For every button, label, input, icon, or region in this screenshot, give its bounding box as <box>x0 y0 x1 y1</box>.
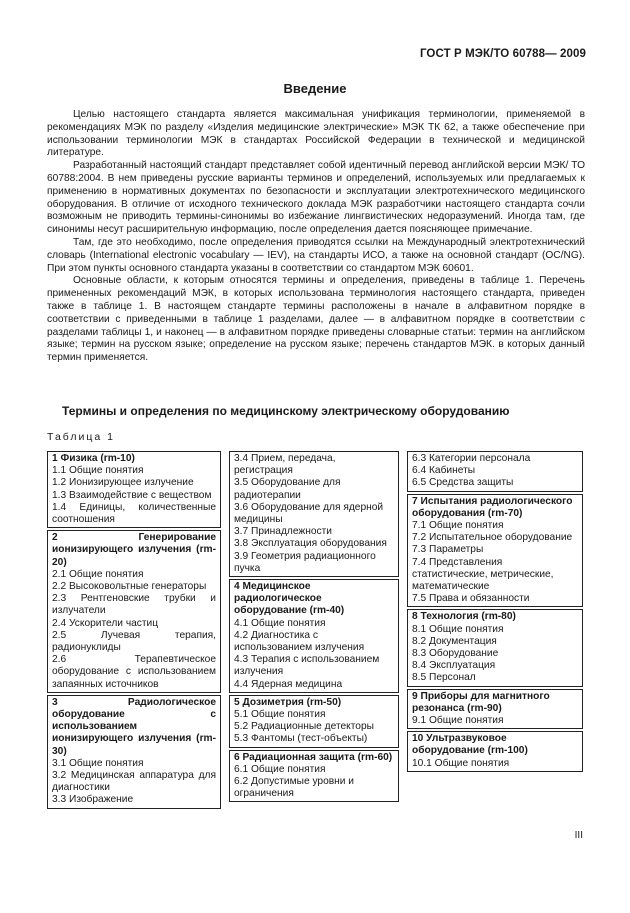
subsection-item: 5.2 Радиационные детекторы <box>234 721 374 733</box>
section-heading: 5 Дозиметрия (rm-50) <box>234 696 342 708</box>
table-cell <box>229 579 399 693</box>
subsection-item: 3.7 Принадлежности <box>234 526 332 538</box>
subsection-item: 1.3 Взаимодействие с веществом <box>52 489 212 501</box>
intro-paragraph: Основные области, к которым относятся термины и определения, приведены в таблице 1. Перечень примененных рекомендаций МЭК, в которых использована терминология настоящего стандарта, приведен также в таблице 1. В настоящем стандарте термины расположены в начале в алфавитном порядке в соответствии с приведенными в таблице 1 разделами, далее — в алфавитном порядке в соответствии с разделами таблицы 1, и наконец — в алфавитном порядке приведены словарные статьи: термин на английском языке; термин на русском языке; определение на русском языке; перечень стандартов МЭК. в которых данный термин применяется. <box>47 275 585 364</box>
subsection-item: 6.5 Средства защиты <box>412 477 514 489</box>
table-cell <box>47 695 221 809</box>
document-header: ГОСТ Р МЭК/ТО 60788— 2009 <box>419 48 586 60</box>
subsection-item: 3.1 Общие понятия <box>52 757 144 769</box>
table-cell <box>407 494 583 608</box>
introduction-title: Введение <box>283 81 347 96</box>
section-heading: 6 Радиационная защита (rm-60) <box>234 751 393 763</box>
subsection-item: 10.1 Общие понятия <box>412 757 510 769</box>
intro-paragraph: Там, где это необходимо, после определения приводятся ссылки на Международный электротехнический словарь (International electronic vocabulary — IEV), на стандарты ИСО, а также на основной стандарт (OC/NG). При этом пункты основного стандарта указаны в соответствии со стандартом МЭК 60601. <box>47 236 585 274</box>
subsection-item: 4.1 Общие понятия <box>234 617 326 629</box>
subsection-item: 5.3 Фантомы (тест-объекты) <box>234 733 368 745</box>
section-heading: 4 Медицинское радиологическое оборудование (rm-40) <box>234 581 345 617</box>
table-column-middle <box>229 451 399 811</box>
subsection-item: 2.4 Ускорители частиц <box>52 617 159 629</box>
terms-table <box>47 451 583 811</box>
subsection-item: 3.9 Геометрия радиационного пучка <box>234 550 376 574</box>
subsection-item: 1.1 Общие понятия <box>52 465 144 477</box>
table-cell <box>407 731 583 772</box>
section-heading: 10 Ультразвуковое оборудование (rm-100) <box>412 733 528 757</box>
table-cell <box>229 451 399 577</box>
subsection-item: 6.4 Кабинеты <box>412 465 476 477</box>
subsection-item: 8.1 Общие понятия <box>412 623 504 635</box>
section-heading: 3 Радиологическое оборудование с использованием ионизирующего излучения (rm-30) <box>52 696 216 757</box>
subsection-item: 6.2 Допустимые уровни и ограничения <box>234 776 355 800</box>
table-cell <box>407 689 583 730</box>
subsection-item: 3.5 Оборудование для радиотерапии <box>234 477 341 501</box>
subsection-item: 3.8 Эксплуатация оборудования <box>234 538 387 550</box>
introduction-text <box>47 109 585 365</box>
subsection-item: 6.1 Общие понятия <box>234 763 326 775</box>
subsection-item: 2.3 Рентгеновские трубки и излучатели <box>52 593 216 617</box>
table-column-right <box>407 451 583 811</box>
subsection-item: 3.2 Медицинская аппаратура для диагностики <box>52 770 216 794</box>
subsection-item: 2.1 Общие понятия <box>52 568 144 580</box>
table-cell <box>229 750 399 803</box>
subsection-item: 1.4 Единицы, количественные соотношения <box>52 501 216 526</box>
section-heading: 8 Технология (rm-80) <box>412 611 516 623</box>
table-cell <box>47 451 221 528</box>
subsection-item: 2.5 Лучевая терапия, радионуклиды <box>52 629 216 654</box>
subsection-item: 3.4 Прием, передача, регистрация <box>234 453 336 477</box>
table-cell <box>47 530 221 693</box>
subsection-item: 3.6 Оборудование для ядерной медицины <box>234 501 384 526</box>
section-heading: 7 Испытания радиологического оборудования (rm-70) <box>412 495 573 519</box>
subsection-item: 7.4 Представления статистические, метрические, математические <box>412 556 554 593</box>
subsection-item: 9.1 Общие понятия <box>412 715 504 727</box>
table-label: Таблица 1 <box>47 431 115 443</box>
table-cell <box>407 609 583 686</box>
section-title: Термины и определения по медицинскому электрическому оборудованию <box>62 404 510 418</box>
subsection-item: 7.1 Общие понятия <box>412 520 504 532</box>
subsection-item: 4.3 Терапия с использованием излучения <box>234 654 380 678</box>
subsection-item: 6.3 Категории персонала <box>412 453 531 464</box>
table-column-left <box>47 451 221 811</box>
section-heading: 1 Физика (rm-10) <box>52 453 135 464</box>
subsection-item: 4.4 Ядерная медицина <box>234 678 343 690</box>
subsection-item: 8.2 Документация <box>412 635 497 647</box>
subsection-item: 2.2 Высоковольтные генераторы <box>52 581 207 593</box>
intro-paragraph: Целью настоящего стандарта является максимальная унификация терминологии, применяемой в рекомендациях МЭК по разделу «Изделия медицинские электрические» МЭК ТК 62, а также обеспечение при использовании терминологии МЭК в стандартах Российской Федерации в технической и медицинской литературе. <box>47 109 585 159</box>
subsection-item: 1.2 Ионизирующее излучение <box>52 477 194 489</box>
table-cell <box>229 695 399 748</box>
section-heading: 9 Приборы для магнитного резонанса (rm-90) <box>412 690 550 714</box>
table-cell <box>407 451 583 492</box>
subsection-item: 3.3 Изображение <box>52 794 134 806</box>
subsection-item: 8.5 Персонал <box>412 672 476 684</box>
subsection-item: 8.4 Эксплуатация <box>412 660 496 672</box>
subsection-item: 7.3 Параметры <box>412 544 484 556</box>
subsection-item: 8.3 Оборудование <box>412 648 499 660</box>
subsection-item: 5.1 Общие понятия <box>234 709 326 721</box>
subsection-item: 7.2 Испытательное оборудование <box>412 532 573 544</box>
subsection-item: 2.6 Терапевтическое оборудование с использованием запаянных источников <box>52 654 216 690</box>
subsection-item: 4.2 Диагностика с использованием излучения <box>234 629 365 654</box>
page-number: III <box>574 830 583 841</box>
intro-paragraph: Разработанный настоящий стандарт представляет собой идентичный перевод английской версии МЭК/ ТО 60788:2004. В нем приведены русские варианты терминов и определений, используемых или предлагаемых к применению в нормативных документах по безопасности и эксплуатации электротехнического медицинского оборудования. В отличие от исходного технического доклада МЭК разработчики настоящего стандарта сочли возможным не приводить термины-синонимы во избежание лингвистических недоразумений. Иногда там, где синонимы несут расширительную информацию, после определения дается поясняющее примечание. <box>47 160 585 236</box>
section-heading: 2 Генерирование ионизирующего излучения (rm-20) <box>52 532 216 568</box>
subsection-item: 7.5 Права и обязанности <box>412 593 530 605</box>
